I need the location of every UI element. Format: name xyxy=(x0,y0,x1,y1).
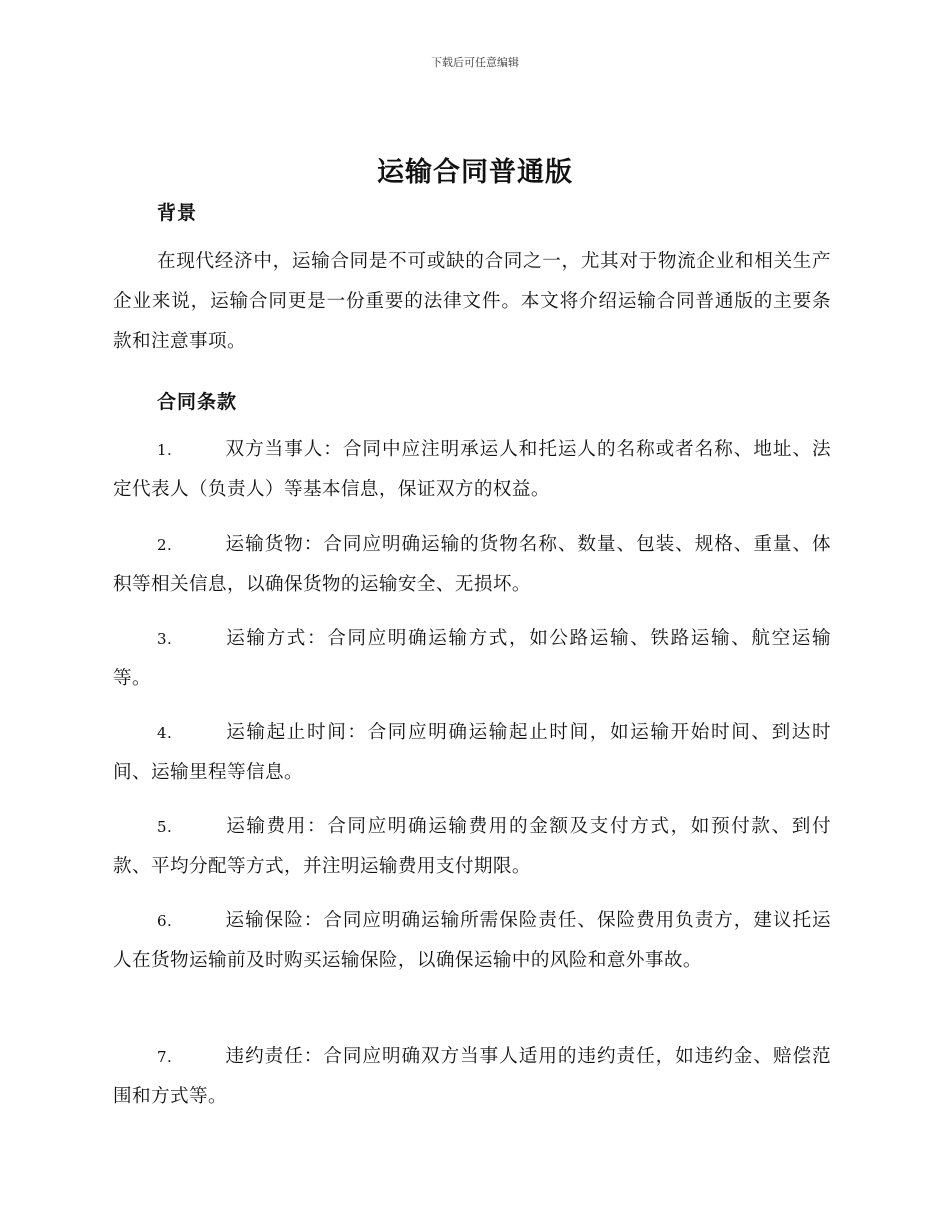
clause-text: 双方当事人：合同中应注明承运人和托运人的名称或者名称、地址、法定代表人（负责人）等基本信息，保证双方的权益。 xyxy=(113,439,831,500)
clause-item xyxy=(113,619,831,699)
document-title: 运输合同普通版 xyxy=(377,157,573,188)
background-paragraph: 在现代经济中，运输合同是不可或缺的合同之一，尤其对于物流企业和相关生产企业来说，运输合同更是一份重要的法律文件。本文将介绍运输合同普通版的主要条款和注意事项。 xyxy=(113,251,831,352)
clause-number: 7. xyxy=(157,1048,173,1066)
clause-item xyxy=(113,525,831,605)
clause-item xyxy=(113,807,831,887)
section-heading-clauses: 合同条款 xyxy=(157,391,238,413)
clause-number: 3. xyxy=(157,630,173,648)
clause-text: 运输货物：合同应明确运输的货物名称、数量、包装、规格、重量、体积等相关信息，以确保货物的运输安全、无损坏。 xyxy=(113,534,831,595)
clause-text: 运输费用：合同应明确运输费用的金额及支付方式，如预付款、到付款、平均分配等方式，并注明运输费用支付期限。 xyxy=(113,816,831,877)
clause-number: 6. xyxy=(157,912,173,930)
clause-item xyxy=(113,430,831,510)
clause-text: 运输起止时间：合同应明确运输起止时间，如运输开始时间、到达时间、运输里程等信息。 xyxy=(113,722,831,783)
clause-number: 4. xyxy=(157,724,173,742)
clause-number: 5. xyxy=(157,818,173,836)
clause-text: 违约责任：合同应明确双方当事人适用的违约责任，如违约金、赔偿范围和方式等。 xyxy=(113,1046,831,1107)
clause-text: 运输保险：合同应明确运输所需保险责任、保险费用负责方，建议托运人在货物运输前及时购买运输保险，以确保运输中的风险和意外事故。 xyxy=(113,910,831,971)
clause-item xyxy=(113,901,831,981)
clause-item xyxy=(113,713,831,793)
clause-text: 运输方式：合同应明确运输方式，如公路运输、铁路运输、航空运输等。 xyxy=(113,628,831,689)
clause-number: 2. xyxy=(157,536,173,554)
clause-item xyxy=(113,1037,831,1117)
header-note: 下载后可任意编辑 xyxy=(431,56,519,69)
clause-number: 1. xyxy=(157,441,173,459)
section-heading-background: 背景 xyxy=(157,202,198,224)
